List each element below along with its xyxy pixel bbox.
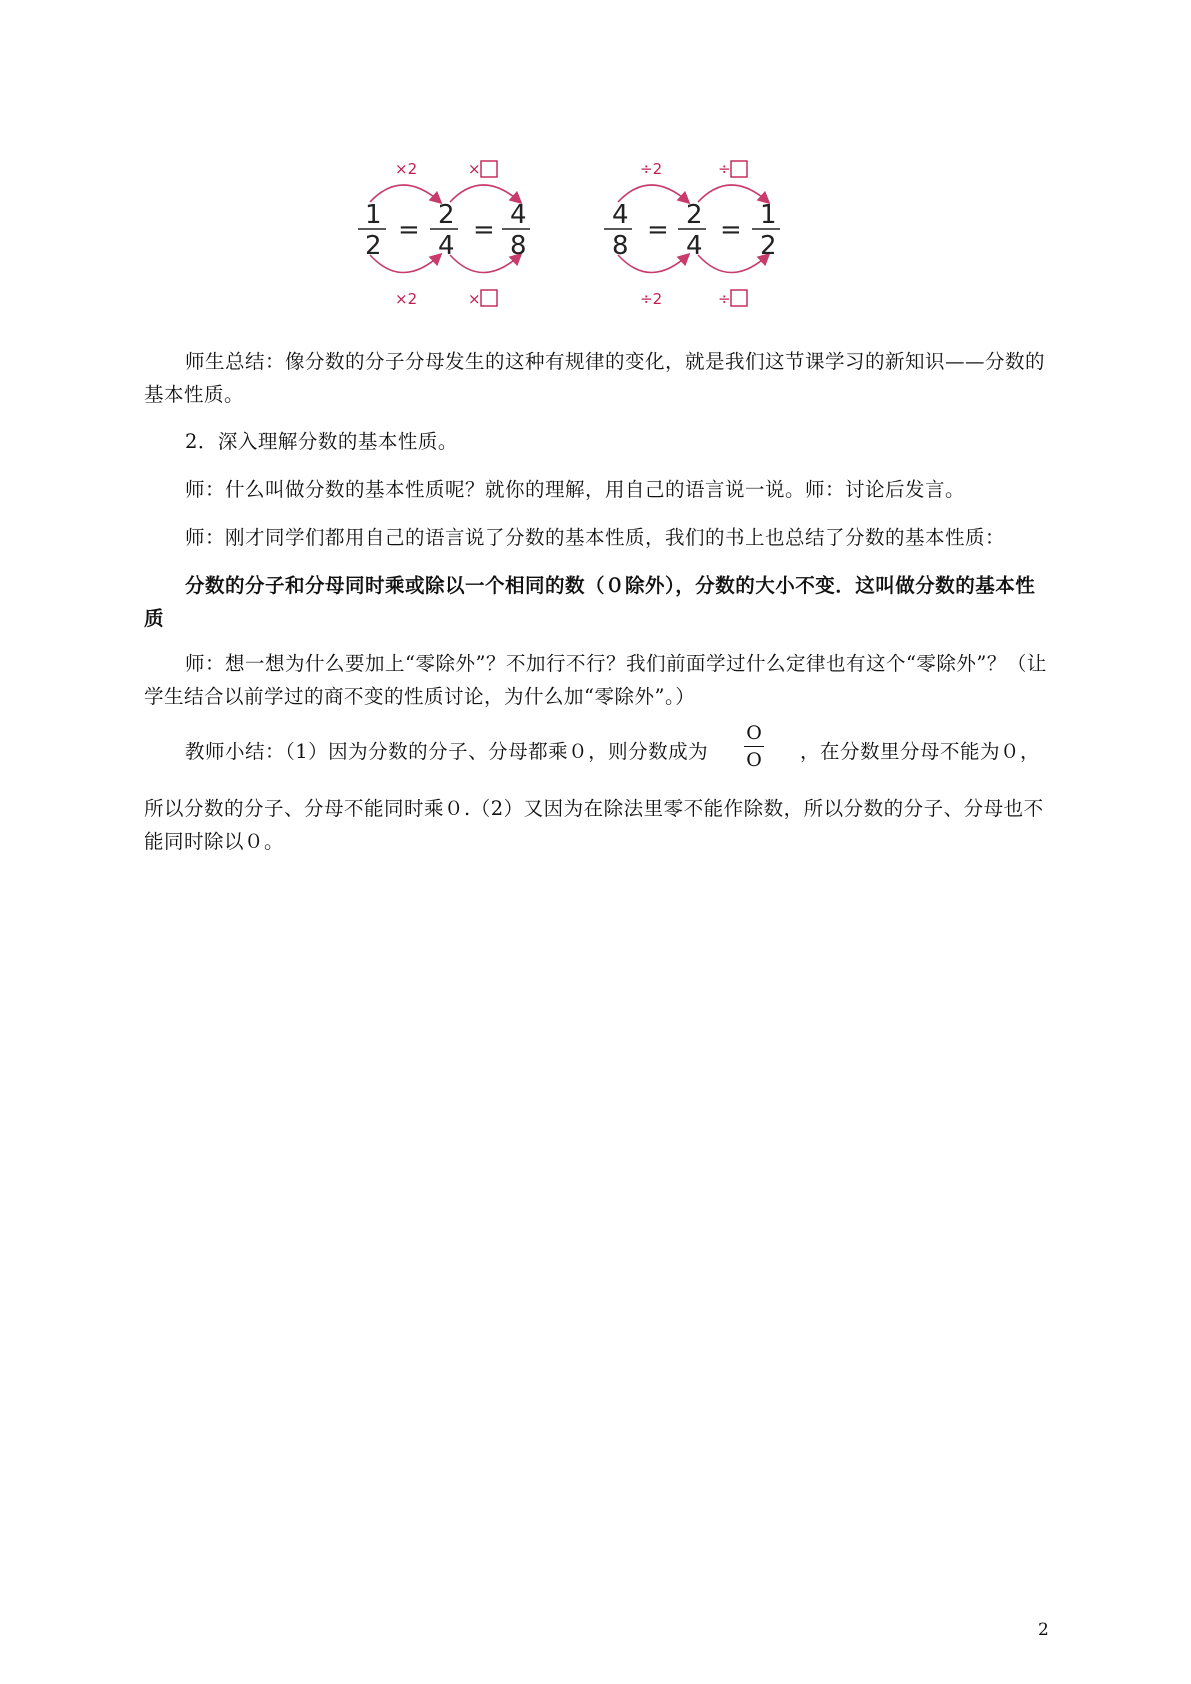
fraction-diagram [350, 150, 850, 315]
inline-fraction-zero-over-zero [743, 724, 765, 770]
left-top-op-2: × [468, 160, 481, 178]
left-frac-1-numerator: 1 [365, 200, 382, 230]
teacher-summary-text-before: 教师小结：（1）因为分数的分子、分母都乘０，则分数成为 [185, 740, 709, 763]
left-frac-2-numerator: 2 [438, 200, 455, 230]
right-equivalence-group [604, 160, 780, 308]
right-equals-2: = [720, 215, 742, 245]
right-equals-1: = [647, 215, 669, 245]
right-top-op-1: ÷2 [640, 160, 663, 178]
left-equals-1: = [398, 215, 420, 245]
right-bottom-arc-2 [698, 255, 768, 273]
inline-fraction-numerator: O [746, 722, 762, 744]
paragraph-section-2: 2．深入理解分数的基本性质。 [185, 430, 458, 453]
paragraph-summary: 师生总结：像分数的分子分母发生的这种有规律的变化，就是我们这节课学习的新知识——分数的基本性质。 [144, 350, 1046, 406]
paragraph-question: 师：什么叫做分数的基本性质呢？就你的理解，用自己的语言说一说。师：讨论后发言。 [185, 478, 966, 501]
left-top-op-1: ×2 [395, 160, 418, 178]
paragraph-zero-excluded-question: 师：想一想为什么要加上“零除外”？不加行不行？我们前面学过什么定律也有这个“零除外”？（让学生结合以前学过的商不变的性质讨论，为什么加“零除外”。） [144, 652, 1047, 708]
teacher-summary-text-after: ，在分数里分母不能为０， [800, 740, 1041, 763]
left-top-blank-box [481, 161, 497, 177]
page-number: 2 [1038, 1620, 1049, 1640]
right-bottom-blank-box [731, 290, 747, 306]
right-frac-2-numerator: 2 [686, 200, 703, 230]
left-frac-3-numerator: 4 [510, 200, 527, 230]
left-equivalence-group [358, 160, 530, 308]
left-bottom-op-1: ×2 [395, 290, 418, 308]
paragraph-teacher-summary-cont: 所以分数的分子、分母不能同时乘０.（2）又因为在除法里零不能作除数，所以分数的分子、分母也不能同时除以０。 [144, 797, 1044, 853]
right-frac-1-numerator: 4 [612, 200, 629, 230]
inline-fraction-denominator: O [746, 749, 762, 771]
left-bottom-blank-box [481, 290, 497, 306]
right-top-op-2: ÷ [718, 160, 731, 178]
paragraph-property-definition: 分数的分子和分母同时乘或除以一个相同的数（０除外），分数的大小不变．这叫做分数的基本性质 [144, 574, 1036, 630]
right-bottom-op-2: ÷ [718, 290, 731, 308]
right-frac-3-denominator: 2 [760, 231, 777, 261]
paragraph-book-summary: 师：刚才同学们都用自己的语言说了分数的基本性质，我们的书上也总结了分数的基本性质： [185, 526, 1006, 549]
right-top-arc-2 [698, 185, 768, 202]
left-bottom-op-2: × [468, 290, 481, 308]
left-frac-3-denominator: 8 [510, 231, 527, 261]
right-top-blank-box [731, 161, 747, 177]
right-bottom-op-1: ÷2 [640, 290, 663, 308]
left-equals-2: = [473, 215, 495, 245]
left-frac-1-denominator: 2 [365, 231, 382, 261]
right-frac-1-denominator: 8 [612, 231, 629, 261]
right-frac-3-numerator: 1 [760, 200, 777, 230]
fraction-diagram-svg [350, 150, 850, 315]
right-frac-2-denominator: 4 [686, 231, 703, 261]
left-frac-2-denominator: 4 [438, 231, 455, 261]
